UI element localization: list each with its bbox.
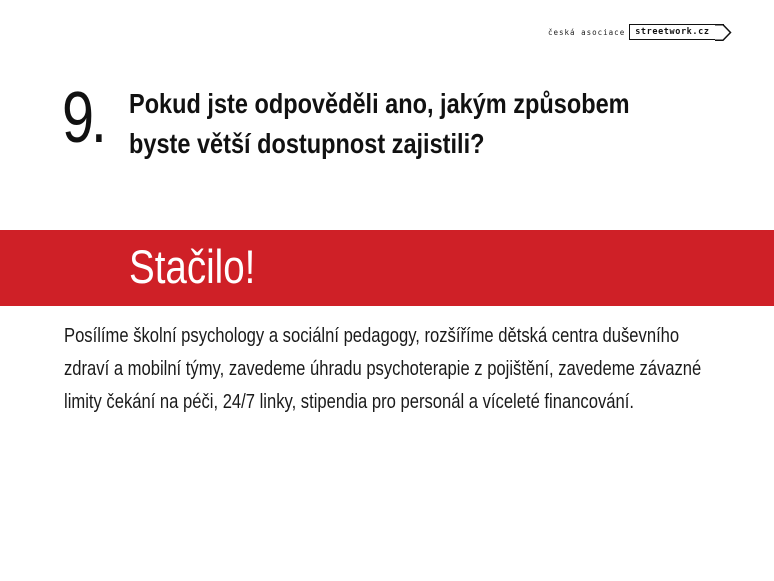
answer-text: Posílíme školní psychology a sociální pedagogy, rozšíříme dětská centra duševního zdraví a mobilní týmy, zavedeme úhradu psychoterapie z pojištění, zavedeme závazné limity čekání na péči, 24/7 linky, stipendia pro personál a víceleté financování. [64,325,702,413]
logo-name: streetwork.cz [635,27,710,37]
logo-wordmark [629,24,723,40]
logo [548,24,724,40]
arrow-tag-icon [715,24,732,41]
party-banner [0,230,774,306]
question-number: 9. [62,78,104,158]
logo-prefix: česká asociace [548,27,626,37]
question-title: Pokud jste odpověděli ano, jakým způsobem byste větší dostupnost zajistili? [129,88,630,159]
party-name: Stačilo! [129,240,256,293]
